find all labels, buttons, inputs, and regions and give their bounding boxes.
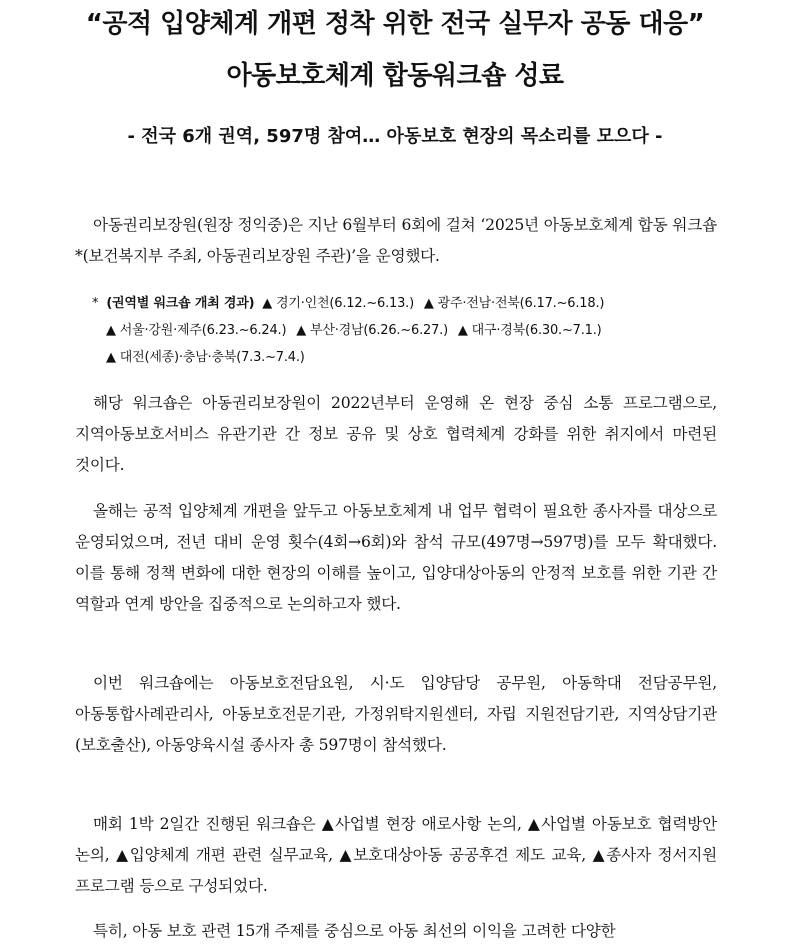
paragraph-background: 해당 워크숍은 아동권리보장원이 2022년부터 운영해 온 현장 중심 소통 프로그램으로, 지역아동보호서비스 유관기관 간 정보 공유 및 상호 협력체계 강화를 위한 취지에서 마련된 것이다. — [75, 394, 717, 474]
footnote-schedule — [92, 290, 720, 371]
footnote-marker: * — [92, 296, 99, 311]
footnote-region: ▲ 광주·전남·전북(6.17.~6.18.) — [423, 296, 605, 311]
paragraph-this-year: 올해는 공적 입양체계 개편을 앞두고 아동보호체계 내 업무 협력이 필요한 종사자를 대상으로 운영되었으며, 전년 대비 운영 횟수(4회→6회)와 참석 규모(497명→597명)를 모두 확대했다. 이를 통해 정책 변화에 대한 현장의 이해를 높이고, 입양대상아동의 안정적 보호를 위한 기관 간 역할과 연계 방안을 집중적으로 논의하고자 했다. — [75, 502, 717, 613]
footnote-heading: (권역별 워크숍 개최 경과) — [106, 296, 255, 311]
paragraph-topics: 특히, 아동 보호 관련 15개 주제를 중심으로 아동 최선의 이익을 고려한 다양한 — [93, 922, 616, 940]
footnote-region: ▲ 대구·경북(6.30.~7.1.) — [457, 323, 602, 338]
paragraph-program: 매회 1박 2일간 진행된 워크숍은 ▲사업별 현장 애로사항 논의, ▲사업별 아동보호 협력방안 논의, ▲입양체계 개편 관련 실무교육, ▲보호대상아동 공공후견 제도 교육, ▲종사자 정서지원 프로그램 등으로 구성되었다. — [75, 815, 717, 895]
document-subtitle: - 전국 6개 권역, 597명 참여… 아동보호 현장의 목소리를 모으다 - — [127, 126, 663, 147]
document-title-line1: “공적 입양체계 개편 정착 위한 전국 실무자 공동 대응” — [85, 9, 705, 39]
paragraph-intro: 아동권리보장원(원장 정익중)은 지난 6월부터 6회에 걸쳐 ‘2025년 아동보호체계 합동 워크숍*(보건복지부 주최, 아동권리보장원 주관)’을 운영했다. — [75, 216, 717, 265]
footnote-region: ▲ 서울·강원·제주(6.23.~6.24.) — [106, 323, 287, 338]
footnote-region: ▲ 경기·인천(6.12.~6.13.) — [262, 296, 414, 311]
document-title-line2: 아동보호체계 합동워크숍 성료 — [226, 61, 564, 91]
footnote-region: ▲ 대전(세종)·충남·충북(7.3.~7.4.) — [106, 350, 305, 365]
footnote-region: ▲ 부산·경남(6.26.~6.27.) — [296, 323, 448, 338]
paragraph-participants: 이번 워크숍에는 아동보호전담요원, 시·도 입양담당 공무원, 아동학대 전담공무원, 아동통합사례관리사, 아동보호전문기관, 가정위탁지원센터, 자립 지원전담기관, 지역상담기관(보호출산), 아동양육시설 종사자 총 597명이 참석했다. — [75, 674, 717, 754]
